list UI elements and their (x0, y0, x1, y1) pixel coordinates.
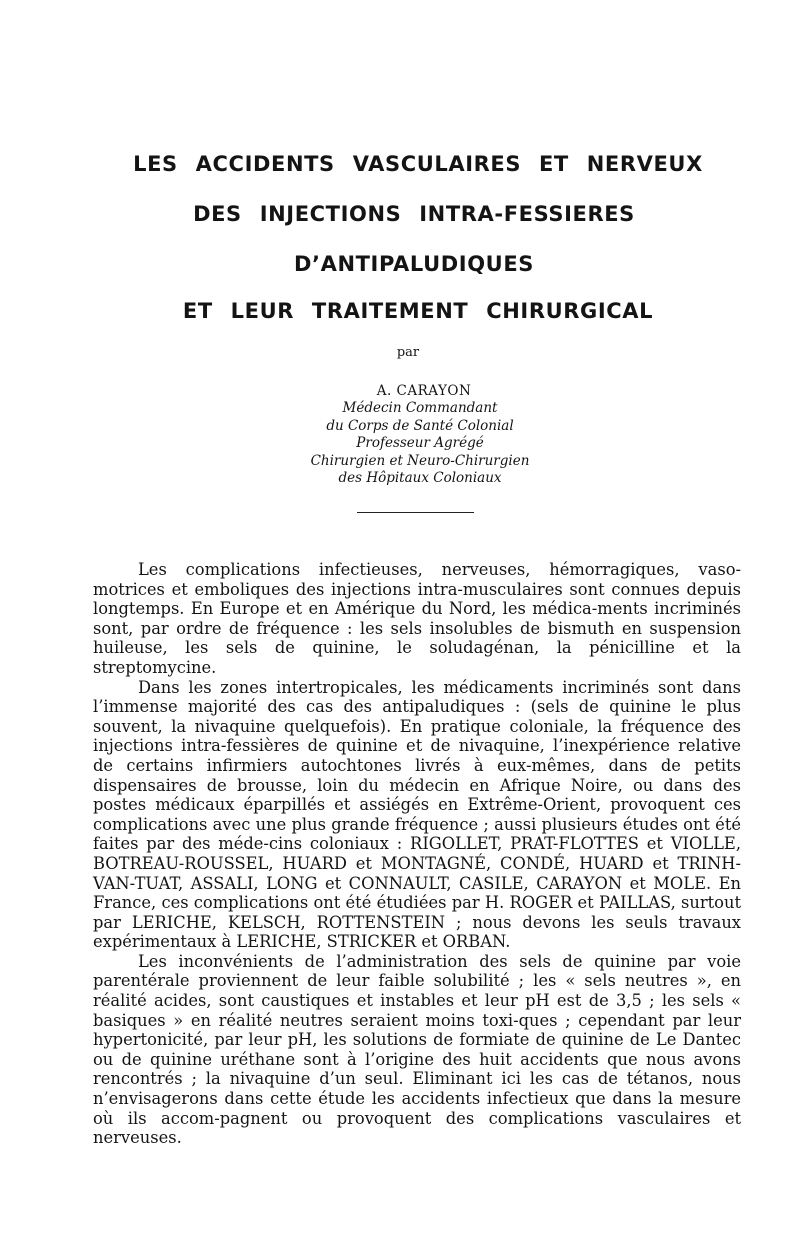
title-line-2: DES INJECTIONS INTRA-FESSIERES (193, 202, 635, 226)
separator-rule (357, 512, 474, 513)
author-affiliation-line: Médecin Commandant (342, 400, 498, 416)
author-affiliation-line: du Corps de Santé Colonial (326, 417, 514, 434)
article-body (93, 560, 741, 1148)
body-paragraph-3: Les inconvénients de l’administration des sels de quinine par voie parentérale proviennent de leur faible solubilité ; les « sels neutres », en réalité acides, sont caustiques et instables et leur pH est de 3,5 ; les sels « basiques » en réalité neutres seraient moins toxi-ques ; cependant par leur hypertonicité, par leur pH, les solutions de formiate de quinine de Le Dantec ou de quinine uréthane sont à l’origine des huit accidents que nous avons rencontrés ; la nivaquine d’un seul. Eliminant ici les cas de tétanos, nous n’envisagerons dans cette étude les accidents infectieux que dans la mesure où ils accom-pagnent ou provoquent des complications vasculaires et nerveuses. (93, 951, 741, 1148)
author-block (300, 382, 540, 488)
title-line-1: LES ACCIDENTS VASCULAIRES ET NERVEUX (133, 152, 703, 176)
author-affiliation-line: Professeur Agrégé (356, 435, 484, 451)
body-paragraph-1: Les complications infectieuses, nerveuses, hémorragiques, vaso-motrices et emboliques des injections intra-musculaires sont connues depuis longtemps. En Europe et en Amérique du Nord, les médica-ments incriminés sont, par ordre de fréquence : les sels insolubles de bismuth en suspension huileuse, les sels de quinine, le soludagénan, la pénicilline et la streptomycine. (93, 560, 741, 677)
body-paragraph-2: Dans les zones intertropicales, les médicaments incriminés sont dans l’immense majorité des cas des antipaludiques : (sels de quinine le plus souvent, la nivaquine quelquefois). En pratique coloniale, la fréquence des injections intra-fessières de quinine et de nivaquine, l’inexpérience relative de certains infirmiers autochtones livrés à eux-mêmes, dans de petits dispensaires de brousse, loin du médecin en Afrique Noire, ou dans des postes médicaux éparpillés et assiégés en Extrême-Orient, provoquent ces complications avec une plus grande fréquence ; aussi plusieurs études ont été faites par des méde-cins coloniaux : RIGOLLET, PRAT-FLOTTES et VIOLLE, BOTREAU-ROUSSEL, HUARD et MONTAGNÉ, CONDÉ, HUARD et TRINH-VAN-TUAT, ASSALI, LONG et CONNAULT, CASILE, CARAYON et MOLE. En France, ces complications ont été étudiées par H. ROGER et PAILLAS, surtout par LERICHE, KELSCH, ROTTENSTEIN ; nous devons les seuls travaux expérimentaux à LERICHE, STRICKER et ORBAN. (93, 677, 741, 952)
author-affiliation-line: Chirurgien et Neuro-Chirurgien (310, 452, 530, 469)
author-affiliation-line: des Hôpitaux Coloniaux (338, 470, 502, 486)
title-line-4: ET LEUR TRAITEMENT CHIRURGICAL (182, 299, 654, 323)
title-line-3: D’ANTIPALUDIQUES (294, 252, 534, 276)
author-name: A. CARAYON (376, 383, 472, 399)
byline: par (396, 345, 420, 360)
